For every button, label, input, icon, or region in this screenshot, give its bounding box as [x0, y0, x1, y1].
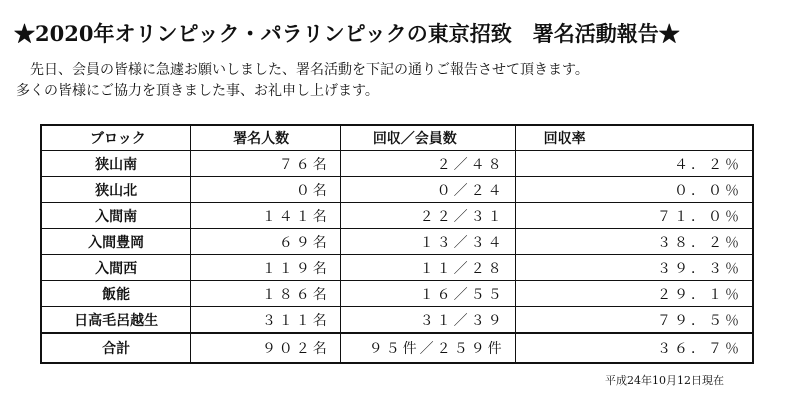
cell-signatures: ６９名 — [191, 229, 341, 255]
header-signatures: 署名人数 — [191, 125, 341, 151]
cell-rate: ３８．２％ — [515, 229, 753, 255]
cell-total-rate: ３６．７％ — [515, 333, 753, 363]
table-total-row — [41, 333, 753, 363]
table-row — [41, 177, 753, 203]
cell-block: 狭山南 — [41, 151, 191, 177]
cell-block: 日高毛呂越生 — [41, 307, 191, 334]
cell-rate: ７９．５％ — [515, 307, 753, 334]
cell-block: 狭山北 — [41, 177, 191, 203]
cell-block: 入間豊岡 — [41, 229, 191, 255]
cell-collected: ２／４８ — [340, 151, 515, 177]
table-row — [41, 151, 753, 177]
header-block: ブロック — [41, 125, 191, 151]
table-row — [41, 281, 753, 307]
cell-collected: １６／５５ — [340, 281, 515, 307]
cell-collected: ３１／３９ — [340, 307, 515, 334]
document-title: ★2020年オリンピック・パラリンピックの東京招致 署名活動報告★ — [14, 21, 680, 46]
table-row — [41, 255, 753, 281]
signature-report-table — [40, 124, 754, 364]
cell-block: 入間西 — [41, 255, 191, 281]
table-row — [41, 307, 753, 334]
table-row — [41, 203, 753, 229]
cell-rate: ４．２％ — [515, 151, 753, 177]
cell-rate: ３９．３％ — [515, 255, 753, 281]
header-rate: 回収率 — [515, 125, 753, 151]
intro-text — [16, 60, 589, 102]
table-row — [41, 229, 753, 255]
cell-collected: １３／３４ — [340, 229, 515, 255]
cell-collected: １１／２８ — [340, 255, 515, 281]
cell-rate: ０．０％ — [515, 177, 753, 203]
cell-total-signatures: ９０２名 — [191, 333, 341, 363]
cell-collected: ２２／３１ — [340, 203, 515, 229]
cell-signatures: １４１名 — [191, 203, 341, 229]
table-header-row — [41, 125, 753, 151]
cell-block: 入間南 — [41, 203, 191, 229]
cell-rate: ７１．０％ — [515, 203, 753, 229]
cell-rate: ２９．１％ — [515, 281, 753, 307]
cell-signatures: ７６名 — [191, 151, 341, 177]
intro-line-1: 先日、会員の皆様に急遽お願いしました、署名活動を下記の通りご報告させて頂きます。 — [30, 62, 589, 78]
cell-signatures: １１９名 — [191, 255, 341, 281]
cell-signatures: １８６名 — [191, 281, 341, 307]
intro-line-2: 多くの皆様にご協力を頂きました事、お礼申し上げます。 — [16, 83, 379, 99]
cell-signatures: ０名 — [191, 177, 341, 203]
cell-signatures: ３１１名 — [191, 307, 341, 334]
cell-total-label: 合計 — [41, 333, 191, 363]
header-collected: 回収／会員数 — [340, 125, 515, 151]
as-of-date: 平成24年10月12日現在 — [605, 374, 724, 387]
cell-block: 飯能 — [41, 281, 191, 307]
cell-collected: ０／２４ — [340, 177, 515, 203]
cell-total-collected: ９５件／２５９件 — [340, 333, 515, 363]
